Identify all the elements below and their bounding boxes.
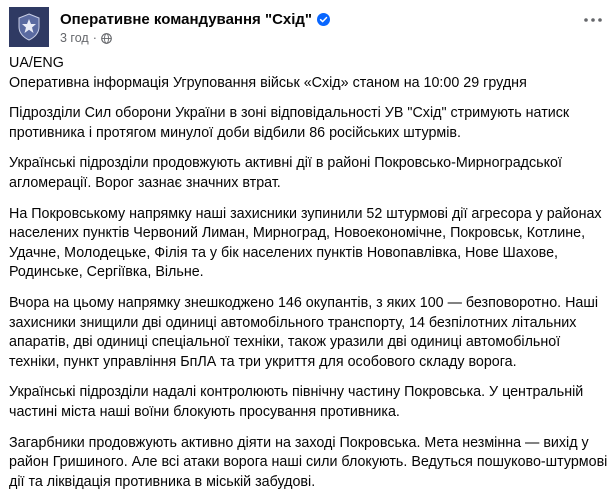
post-meta: [60, 10, 330, 46]
post-paragraph: На Покровському напрямку наші захисники зупинили 52 штурмові дії агресора у районах населених пунктів Червоний Лиман, Мирноград, Новоекономічне, Покровськ, Котлине, Удачне, Молодецьке, Філія та у бік населених пунктів Новопавлівка, Нове Шахове, Родинське, Сергіївка, Вільне.: [9, 205, 602, 281]
verified-badge-icon: [317, 13, 330, 26]
post-timestamp[interactable]: 3 год: [60, 31, 89, 45]
page-avatar[interactable]: [9, 7, 49, 47]
more-options-icon[interactable]: [579, 10, 607, 30]
post-paragraph: Загарбники продовжують активно діяти на заході Покровська. Мета незмінна — вихід у район Гришиного. Але всі атаки ворога наші сили блокують. Ведуться пошуково-штурмові дії та ліквідація противника в міській забудові.: [9, 434, 608, 490]
globe-icon[interactable]: [101, 33, 112, 44]
language-tag: UA/ENG: [9, 55, 64, 71]
post-paragraph: Вчора на цьому напрямку знешкоджено 146 окупантів, з яких 100 — безповоротно. Наші захисники знищили дві одиниці автомобільного транспорту, 14 безпілотних літальних апаратів, дві одиниці спеціальної техніки, також уразили дві одиниці автомобільної техніки, пункт управління БпЛА та три укриття для особового складу ворога.: [9, 294, 599, 370]
post-paragraph: Українські підрозділи продовжують активні дії в районі Покровсько-Мирноградської агломерації. Ворог зазнає значних втрат.: [9, 155, 562, 191]
post-headline: Оперативна інформація Угруповання військ «Схід» станом на 10:00 29 грудня: [9, 74, 527, 91]
post-header: [9, 7, 330, 47]
page-name-link[interactable]: Оперативне командування "Схід": [60, 10, 313, 28]
post-paragraph: Українські підрозділи надалі контролюють північну частину Покровська. У центральній частині міста наші воїни блокують просування противника.: [9, 384, 584, 420]
name-row: [60, 10, 330, 28]
post-body: [9, 54, 609, 503]
separator-dot: ·: [92, 31, 97, 45]
post-paragraph: Підрозділи Сил оборони України в зоні відповідальності УВ "Схід" стримують натиск противника і протягом минулої доби відбили 86 російських штурмів.: [9, 105, 570, 141]
post-subline: [60, 30, 330, 46]
emblem-icon: [9, 7, 49, 47]
